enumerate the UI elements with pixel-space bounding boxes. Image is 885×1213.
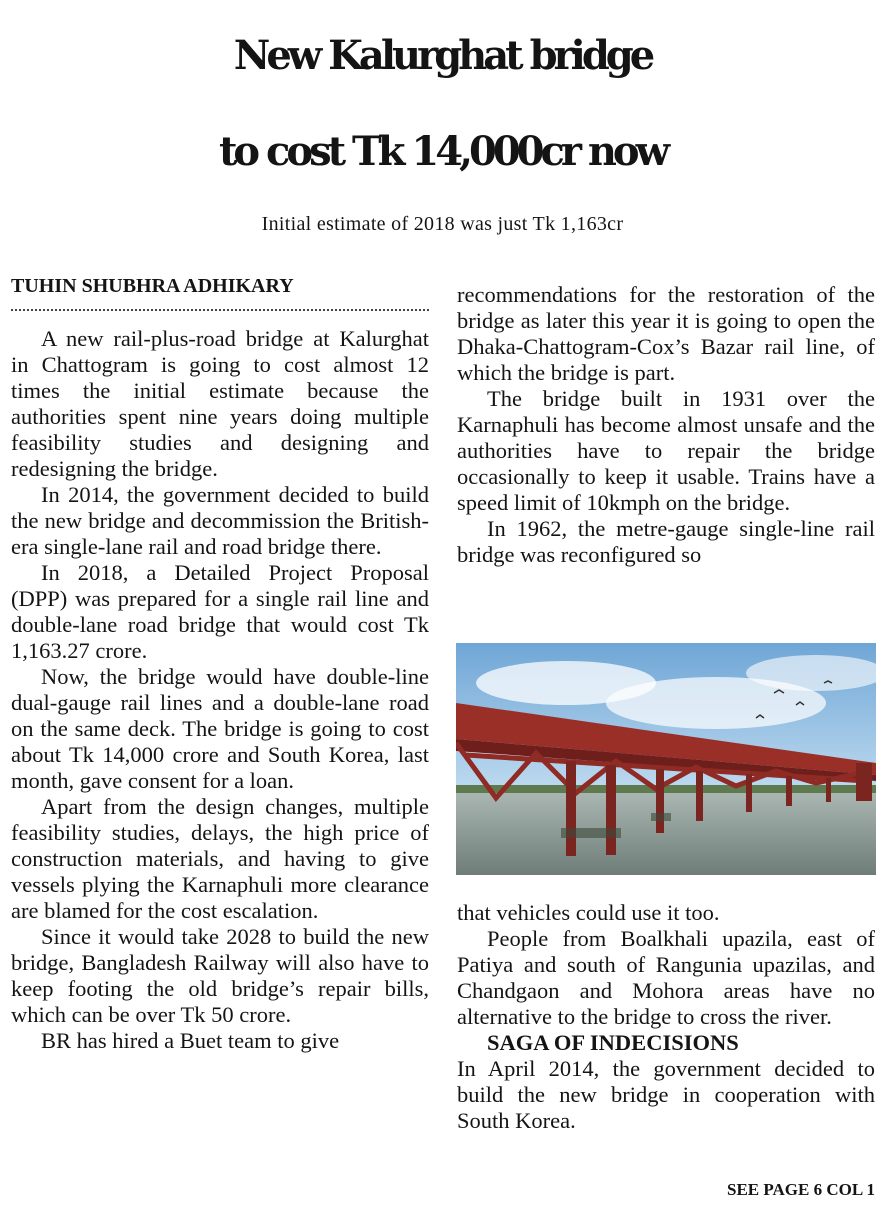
byline: TUHIN SHUBHRA ADHIKARY [11,275,294,297]
paragraph: The bridge built in 1931 over the Karnaphuli has become almost unsafe and the authorities have to repair the bridge occasionally to keep it usable. Trains have a speed limit of 10kmph on the bridge. [457,386,875,515]
paragraph-continuation: recommendations for the restoration of the bridge as later this year it is going to open the Dhaka-Chattogram-Cox’s Bazar rail line, of which the bridge is part. [457,282,875,385]
section-heading: SAGA OF INDECISIONS [487,1030,739,1055]
paragraph: In 2014, the government decided to build the new bridge and decommission the British-era single-lane rail and road bridge there. [11,482,429,559]
paragraph: Now, the bridge would have double-line dual-gauge rail lines and a double-lane road on the same deck. The bridge is going to cost about Tk 14,000 crore and South Korea, last month, gave consent for a loan. [11,664,429,793]
paragraph: Since it would take 2028 to build the new bridge, Bangladesh Railway will also have to keep footing the old bridge’s repair bills, which can be over Tk 50 crore. [11,924,429,1027]
jump-line: SEE PAGE 6 COL 1 [727,1180,875,1199]
headline-line-1: New Kalurghat bridge [233,32,652,79]
paragraph-continuation: that vehicles could use it too. [457,900,720,925]
subheadline: Initial estimate of 2018 was just Tk 1,163cr [261,213,624,235]
paragraph: In April 2014, the government decided to build the new bridge in cooperation with South Korea. [457,1056,875,1133]
paragraph: People from Boalkhali upazila, east of Patiya and south of Rangunia upazilas, and Chandgaon and Mohora areas have no alternative to the bridge to cross the river. [457,926,875,1029]
paragraph: In 1962, the metre-gauge single-line rail bridge was reconfigured so [457,516,875,567]
paragraph: In 2018, a Detailed Project Proposal (DPP) was prepared for a single rail line and double-lane road bridge that would cost Tk 1,163.27 crore. [11,560,429,663]
paragraph: BR has hired a Buet team to give [41,1028,340,1053]
bridge-photo [456,643,876,875]
byline-divider [11,309,429,311]
article-column-2-bottom [457,900,875,1134]
paragraph: A new rail-plus-road bridge at Kalurghat in Chattogram is going to cost almost 12 times the initial estimate because the authorities spent nine years doing multiple feasibility studies and designing and redesigning the bridge. [11,326,429,481]
headline-line-2: to cost Tk 14,000cr now [218,128,667,175]
article-column-1 [11,326,429,1054]
article-column-2-top [457,282,875,568]
paragraph: Apart from the design changes, multiple feasibility studies, delays, the high price of construction materials, and having to give vessels plying the Karnaphuli more clearance are blamed for the cost escalation. [11,794,429,923]
